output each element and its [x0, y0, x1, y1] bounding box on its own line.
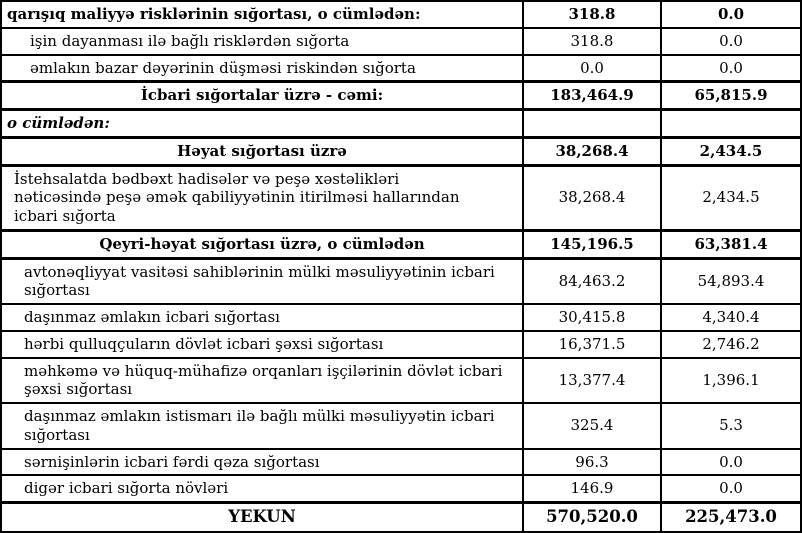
table-row: [1, 82, 801, 110]
row-value-col1: 0.0: [523, 55, 661, 82]
row-value-col1: 318.8: [523, 28, 661, 55]
row-label: İstehsalatda bədbəxt hadisələr və peşə xəstəlikləri nəticəsində peşə əmək qabiliyyətinin itirilməsi hallarından icbari sığorta: [1, 165, 523, 230]
row-value-col2: 0.0: [661, 449, 801, 476]
row-value-col1: 16,371.5: [523, 331, 661, 358]
row-value-col1: 318.8: [523, 1, 661, 28]
row-value-col1: 38,268.4: [523, 137, 661, 165]
row-label: qarışıq maliyyə risklərinin sığortası, o cümlədən:: [1, 1, 523, 28]
row-label: İcbari sığortalar üzrə - cəmi:: [1, 82, 523, 110]
row-value-col1: 325.4: [523, 403, 661, 449]
row-value-col1: 84,463.2: [523, 258, 661, 304]
row-value-col2: 2,746.2: [661, 331, 801, 358]
table-row: [1, 137, 801, 165]
row-value-col2: 1,396.1: [661, 358, 801, 404]
row-value-col1: 145,196.5: [523, 230, 661, 258]
row-value-col2: 0.0: [661, 1, 801, 28]
row-label: sərnişinlərin icbari fərdi qəza sığortası: [1, 449, 523, 476]
table-row: [1, 55, 801, 82]
table-row: [1, 449, 801, 476]
table-row: [1, 304, 801, 331]
row-value-col2: 63,381.4: [661, 230, 801, 258]
table-row: [1, 1, 801, 28]
row-value-col2: [661, 110, 801, 138]
row-value-col2: 2,434.5: [661, 165, 801, 230]
row-value-col2: 2,434.5: [661, 137, 801, 165]
row-value-col2: 5.3: [661, 403, 801, 449]
row-value-col1: 146.9: [523, 475, 661, 502]
row-label: daşınmaz əmlakın icbari sığortası: [1, 304, 523, 331]
row-label: YEKUN: [1, 503, 523, 532]
row-value-col2: 54,893.4: [661, 258, 801, 304]
table-row: [1, 110, 801, 138]
table-row: [1, 258, 801, 304]
table-row: [1, 28, 801, 55]
row-value-col1: 13,377.4: [523, 358, 661, 404]
row-value-col2: 0.0: [661, 28, 801, 55]
row-value-col1: 96.3: [523, 449, 661, 476]
table-row: [1, 331, 801, 358]
row-value-col2: 4,340.4: [661, 304, 801, 331]
table-row: [1, 358, 801, 404]
row-label: avtonəqliyyat vasitəsi sahiblərinin mülki məsuliyyətinin icbari sığortası: [1, 258, 523, 304]
row-label: Həyat sığortası üzrə: [1, 137, 523, 165]
row-label: digər icbari sığorta növləri: [1, 475, 523, 502]
row-value-col1: 30,415.8: [523, 304, 661, 331]
table-row: [1, 165, 801, 230]
table-body: [1, 1, 801, 532]
row-label: məhkəmə və hüquq-mühafizə orqanları işçilərinin dövlət icbari şəxsi sığortası: [1, 358, 523, 404]
row-label: o cümlədən:: [1, 110, 523, 138]
row-value-col1: 38,268.4: [523, 165, 661, 230]
row-label: Qeyri-həyat sığortası üzrə, o cümlədən: [1, 230, 523, 258]
row-value-col1: [523, 110, 661, 138]
table-row: [1, 475, 801, 502]
row-label: işin dayanması ilə bağlı risklərdən sığorta: [1, 28, 523, 55]
row-value-col2: 65,815.9: [661, 82, 801, 110]
row-value-col1: 183,464.9: [523, 82, 661, 110]
row-value-col1: 570,520.0: [523, 503, 661, 532]
table-row: [1, 403, 801, 449]
row-value-col2: 0.0: [661, 475, 801, 502]
table-row: [1, 503, 801, 532]
row-label: hərbi qulluqçuların dövlət icbari şəxsi sığortası: [1, 331, 523, 358]
row-value-col2: 225,473.0: [661, 503, 801, 532]
row-label: daşınmaz əmlakın istismarı ilə bağlı mülki məsuliyyətin icbari sığortası: [1, 403, 523, 449]
row-label: əmlakın bazar dəyərinin düşməsi riskindən sığorta: [1, 55, 523, 82]
table-row: [1, 230, 801, 258]
row-value-col2: 0.0: [661, 55, 801, 82]
